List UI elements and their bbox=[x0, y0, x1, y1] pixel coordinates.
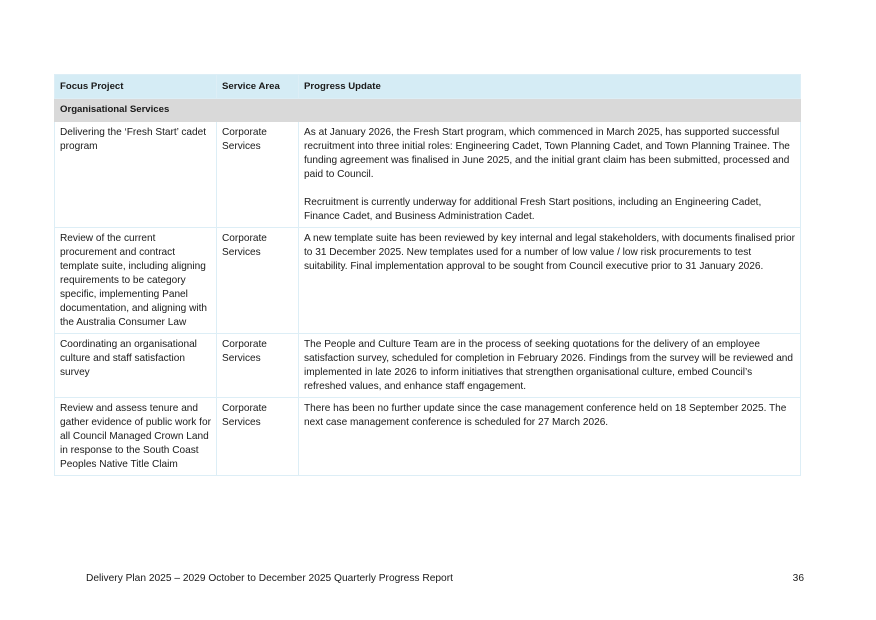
service-area-cell: Corporate Services bbox=[217, 228, 299, 334]
table-row bbox=[55, 398, 801, 476]
section-title: Organisational Services bbox=[55, 99, 801, 122]
progress-update-cell bbox=[299, 334, 801, 398]
focus-project-cell: Review of the current procurement and contract template suite, including aligning requirements to be category specific, implementing Panel documentation, and aligning with the Australia Consumer Law bbox=[55, 228, 217, 334]
service-area-cell: Corporate Services bbox=[217, 334, 299, 398]
service-area-cell: Corporate Services bbox=[217, 122, 299, 228]
progress-paragraph: A new template suite has been reviewed by key internal and legal stakeholders, with documents finalised prior to 31 December 2025. New templates used for a number of low value / low risk procurements to test suitability. Final implementation approval to be sought from Council executive prior to 31 January 2026. bbox=[304, 233, 795, 272]
progress-paragraph: The People and Culture Team are in the process of seeking quotations for the delivery of an employee satisfaction survey, scheduled for completion in February 2026. Findings from the survey will be reviewed and implemented in late 2026 to inform initiatives that strengthen organisational culture, embed Council’s refreshed values, and enhance staff engagement. bbox=[304, 339, 794, 392]
progress-paragraph: As at January 2026, the Fresh Start program, which commenced in March 2025, has supported successful recruitment into three initial roles: Engineering Cadet, Town Planning Cadet, and Town Planning Trainee. The funding agreement was finalised in June 2025, and the initial grant claim has been submitted, processed and paid to Council. bbox=[304, 127, 790, 180]
progress-update-cell bbox=[299, 122, 801, 228]
header-service-area: Service Area bbox=[217, 75, 299, 99]
focus-project-cell: Review and assess tenure and gather evidence of public work for all Council Managed Crown Land in response to the South Coast Peoples Native Title Claim bbox=[55, 398, 217, 476]
progress-update-cell bbox=[299, 398, 801, 476]
header-focus-project: Focus Project bbox=[55, 75, 217, 99]
table-header-row bbox=[55, 75, 801, 99]
table-row bbox=[55, 122, 801, 228]
progress-table-container bbox=[54, 74, 800, 476]
table-row bbox=[55, 228, 801, 334]
table-row bbox=[55, 334, 801, 398]
header-progress-update: Progress Update bbox=[299, 75, 801, 99]
section-row bbox=[55, 99, 801, 122]
footer-title: Delivery Plan 2025 – 2029 October to December 2025 Quarterly Progress Report bbox=[86, 573, 453, 584]
focus-project-cell: Coordinating an organisational culture and staff satisfaction survey bbox=[55, 334, 217, 398]
focus-project-cell: Delivering the ‘Fresh Start’ cadet program bbox=[55, 122, 217, 228]
page-number: 36 bbox=[792, 573, 804, 584]
progress-paragraph: There has been no further update since the case management conference held on 18 September 2025. The next case management conference is scheduled for 27 March 2026. bbox=[304, 403, 787, 428]
service-area-cell: Corporate Services bbox=[217, 398, 299, 476]
progress-table bbox=[54, 74, 801, 476]
page-footer bbox=[86, 573, 804, 584]
progress-paragraph: Recruitment is currently underway for additional Fresh Start positions, including an Engineering Cadet, Finance Cadet, and Business Administration Cadet. bbox=[304, 197, 762, 222]
progress-update-cell bbox=[299, 228, 801, 334]
